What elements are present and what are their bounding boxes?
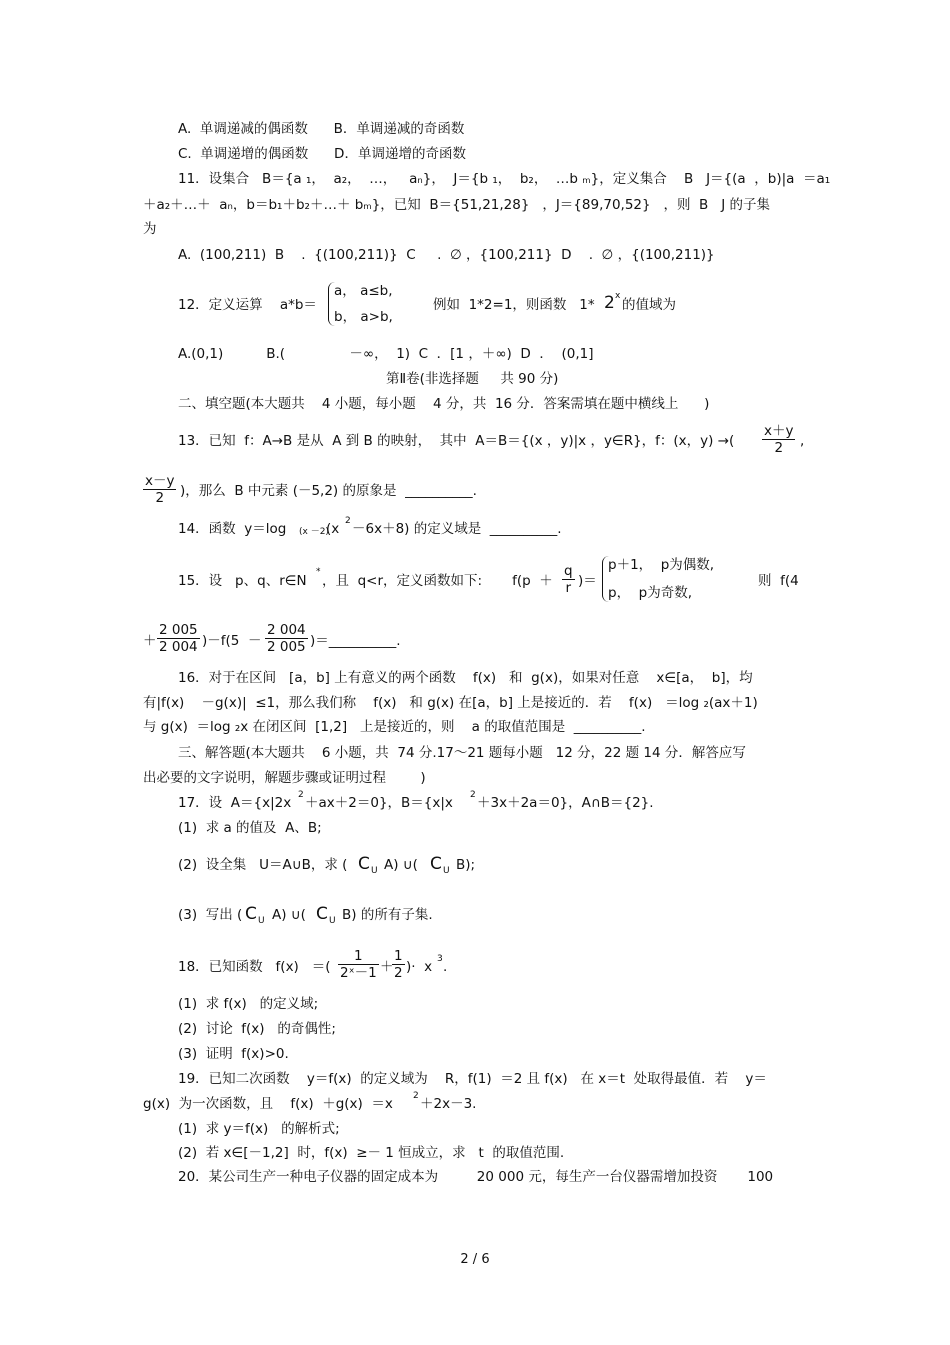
page-number: 2 / 6 — [460, 1252, 490, 1267]
complement-symbol: C — [430, 854, 442, 874]
denominator: 2 004 — [159, 639, 198, 655]
sub-question: (3) 写出 ( — [178, 907, 243, 923]
superscript: * — [316, 567, 321, 577]
sub-question: (2) 讨论 f(x) 的奇偶性; — [178, 1021, 336, 1037]
denominator: r — [565, 580, 572, 596]
question-20: 20．某公司生产一种电子仪器的固定成本为 20 000 元，每生产一台仪器需增加投资 100 — [178, 1169, 774, 1185]
section-heading: 三、解答题(本大题共 6 小题，共 74 分.17～21 题每小题 12 分，22 题 14 分．解答应写 — [178, 745, 746, 761]
question-text: 例如 1*2=1，则函数 1* — [433, 297, 595, 313]
option-line: A. 单调递减的偶函数 B．单调递减的奇函数 — [178, 121, 465, 137]
fraction — [338, 948, 379, 981]
question-text: )＝__________. — [310, 633, 401, 649]
question-text: B) 的所有子集. — [342, 907, 433, 923]
question-18: 18．已知函数 f(x) ＝( — [178, 959, 331, 975]
log-base: (x －2) — [299, 527, 329, 537]
question-text: ＋a₂＋…＋ aₙ，b＝b₁＋b₂＋…＋ bₘ}，已知 B＝{51,21,28} ，J＝{89,70,52} ，则 B J 的子集 — [143, 197, 770, 213]
complement-symbol: C — [316, 904, 328, 924]
question-text: g(x) 为一次函数，且 f(x) ＋g(x) ＝x — [143, 1096, 393, 1112]
base: 2 — [604, 293, 615, 313]
numerator: x＋y — [764, 423, 794, 439]
piecewise-case: b， a>b, — [334, 309, 393, 325]
subscript: U — [371, 866, 378, 876]
question-text: )，那么 B 中元素 (－5,2) 的原象是 __________. — [180, 483, 477, 499]
subscript: U — [258, 916, 265, 926]
question-text: 为 — [143, 221, 157, 237]
question-text: 与 g(x) ＝log ₂x 在闭区间 [1,2] 上是接近的，则 a 的取值范围是 __________. — [143, 719, 646, 735]
question-text: 则 f(4 — [758, 573, 799, 589]
fraction — [157, 622, 200, 655]
question-text: )－f(5 － — [202, 633, 262, 649]
question-12: 12．定义运算 a*b＝ — [178, 297, 317, 313]
question-17: 17．设 A＝{x|2x — [178, 795, 292, 811]
denominator: 2 — [774, 440, 784, 456]
fraction — [392, 948, 405, 981]
question-text: ＋2x－3. — [420, 1096, 477, 1112]
option-line: A.(0,1) B.( －∞， 1) C ．[1 ，＋∞) D ． (0,1] — [178, 346, 594, 362]
exponent: 2 — [413, 1091, 419, 1101]
sub-question: (1) 求 f(x) 的定义域; — [178, 996, 319, 1012]
question-14: 14．函数 y＝log — [178, 521, 287, 537]
question-11: 11．设集合 B＝{a ₁， a₂， …， aₙ}， J＝{b ₁， b₂， …b ₘ}，定义集合 B J＝{(a ，b)|a ＝a₁ — [178, 171, 831, 187]
question-text: B); — [456, 857, 476, 873]
question-text: 有|f(x) －g(x)| ≤1，那么我们称 f(x) 和 g(x) 在[a，b] 上是接近的．若 f(x) ＝log ₂(ax＋1) — [143, 695, 758, 711]
question-15: 15．设 p、q、r∈N — [178, 573, 307, 589]
question-text: 的值域为 — [622, 297, 676, 313]
question-13: 13．已知 f：A→B 是从 A 到 B 的映射， 其中 A＝B＝{(x ，y)|x ，y∈R}，f：(x，y) →( — [178, 433, 735, 449]
piecewise-case: p＋1， p为偶数, — [608, 557, 715, 573]
question-text: )＝ — [578, 573, 597, 589]
numerator: 1 — [338, 948, 379, 965]
section-heading: 二、填空题(本大题共 4 小题，每小题 4 分，共 16 分．答案需填在题中横线上 ) — [178, 396, 710, 412]
question-text: －6x＋8) 的定义域是 __________. — [352, 521, 562, 537]
sub-question: (1) 求 y＝f(x) 的解析式; — [178, 1121, 340, 1137]
question-text: ＋ — [143, 633, 157, 649]
question-text: A) ∪( — [272, 907, 306, 923]
section-heading: 第Ⅱ卷(非选择题 共 90 分) — [386, 371, 559, 387]
numerator: 2 005 — [159, 622, 198, 638]
piecewise-case: a， a≤b, — [334, 283, 393, 299]
denominator: 2 005 — [267, 639, 306, 655]
denominator: 2 — [155, 490, 165, 506]
exponent: 3 — [437, 954, 443, 964]
fraction — [143, 473, 176, 506]
fraction — [762, 423, 795, 456]
subscript: U — [443, 866, 450, 876]
sub-question: (1) 求 a 的值及 A、B; — [178, 820, 322, 836]
exponent: 2 — [298, 790, 304, 800]
complement-symbol: C — [245, 904, 257, 924]
comma: , — [800, 433, 805, 449]
question-19: 19．已知二次函数 y＝f(x) 的定义域为 R，f(1) ＝2 且 f(x) 在 x＝t 处取得最值．若 y＝ — [178, 1071, 767, 1087]
question-text: ＋ — [380, 959, 394, 975]
question-text: A) ∪( — [384, 857, 418, 873]
section-heading: 出必要的文字说明，解题步骤或证明过程 ) — [143, 770, 426, 786]
option-line: A. (100,211) B . {(100,211)} C . ∅ ，{100,211} D . ∅ ，{(100,211)} — [178, 247, 715, 263]
numerator: 1 — [394, 948, 403, 964]
exponent: 2 — [470, 790, 476, 800]
denominator: 2 — [394, 965, 403, 981]
question-text: )· x — [406, 959, 433, 975]
question-text: (x — [326, 521, 340, 537]
exponent: x — [615, 291, 621, 301]
denominator: 2ˣ－1 — [340, 965, 377, 981]
sub-question: (3) 证明 f(x)>0. — [178, 1046, 289, 1062]
exponent: 2 — [345, 516, 351, 526]
fraction — [562, 563, 575, 596]
numerator: x－y — [145, 473, 175, 489]
question-text: ＋ax＋2＝0}，B＝{x|x — [305, 795, 453, 811]
numerator: 2 004 — [267, 622, 306, 638]
fraction — [265, 622, 308, 655]
sub-question: (2) 设全集 U＝A∪B，求 ( — [178, 857, 348, 873]
sub-question: (2) 若 x∈[－1,2] 时，f(x) ≥－ 1 恒成立，求 t 的取值范围. — [178, 1145, 565, 1161]
complement-symbol: C — [358, 854, 370, 874]
piecewise-case: p， p为奇数, — [608, 585, 693, 601]
question-text: ，且 q<r，定义函数如下: f(p ＋ — [322, 573, 553, 589]
subscript: U — [329, 916, 336, 926]
question-16: 16．对于在区间 [a，b] 上有意义的两个函数 f(x) 和 g(x)，如果对任意 x∈[a， b]，均 — [178, 670, 753, 686]
question-text: ＋3x＋2a＝0}，A∩B＝{2}. — [477, 795, 654, 811]
option-line: C. 单调递增的偶函数 D．单调递增的奇函数 — [178, 146, 466, 162]
question-text: . — [443, 959, 448, 975]
numerator: q — [564, 563, 573, 579]
